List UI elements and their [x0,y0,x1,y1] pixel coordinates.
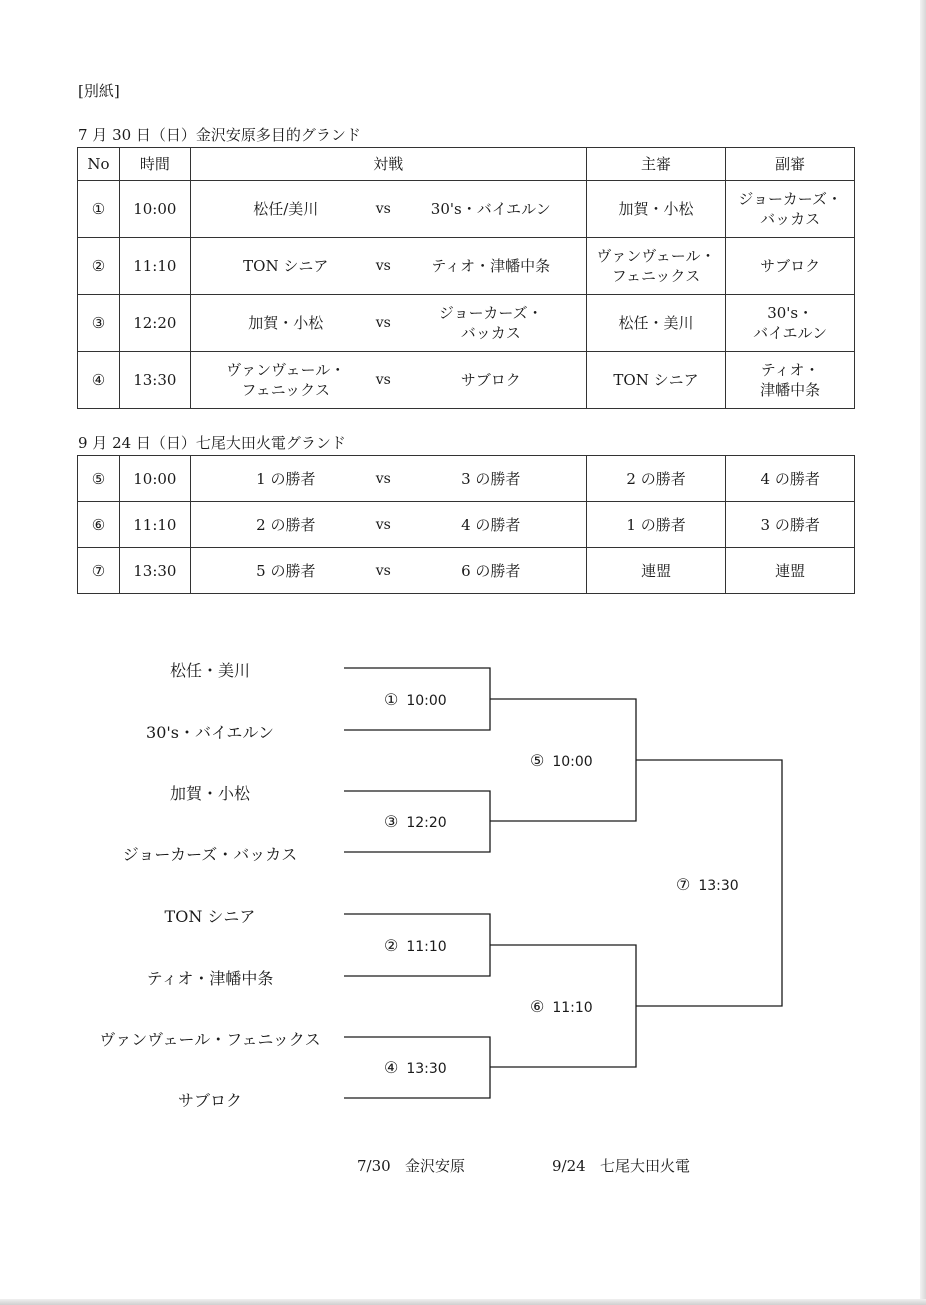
bracket-team: 30's・バイエルン [146,723,274,742]
match-no: ④ [78,352,120,409]
bracket-team: 松任・美川 [169,661,250,680]
team-b: ティオ・津幡中条 [431,257,551,275]
bracket-match-label: ① 10:00 [384,690,447,709]
chief-umpire: 1 の勝者 [586,502,726,548]
bracket-match-label: ④ 13:30 [384,1058,447,1077]
venue-date: 7/30 [357,1157,391,1175]
team-b: ジョーカーズ・ バッカス [438,304,543,342]
sub-umpire: 4 の勝者 [726,456,855,502]
bracket-match-label: ⑤ 10:00 [530,751,593,770]
team-a: 松任/美川 [253,200,319,218]
match-no: ⑦ [78,548,120,594]
bracket-team: 加賀・小松 [169,784,250,803]
match-time: 11:10 [119,502,190,548]
venue-date: 9/24 [552,1157,586,1175]
match-time: 10:00 [119,181,190,238]
team-a: ヴァンヴェール・ フェニックス [226,361,346,399]
match-no: ② [78,238,120,295]
match-no: ③ [78,295,120,352]
chief-umpire: 加賀・小松 [586,181,726,238]
sub-umpire: 3 の勝者 [726,502,855,548]
vs-label: vs [375,258,391,274]
vs-label: vs [375,372,391,388]
chief-umpire: TON シニア [586,352,726,409]
chief-umpire: 2 の勝者 [586,456,726,502]
sub-umpire: ティオ・ 津幡中条 [726,352,855,409]
match-no: ⑥ [78,502,120,548]
match-time: 12:20 [119,295,190,352]
team-b: 3 の勝者 [461,469,521,488]
col-header-match: 対戦 [190,148,586,181]
bracket-team: ティオ・津幡中条 [146,969,274,988]
vs-label: vs [375,470,391,487]
col-header-no: No [78,148,120,181]
team-a: 5 の勝者 [256,561,316,580]
team-b: サブロク [460,371,521,389]
bracket-match-label: ② 11:10 [384,936,447,955]
col-header-chief-umpire: 主審 [586,148,726,181]
team-a: 1 の勝者 [256,469,316,488]
day2-title: 9 月 24 日（日）七尾大田火電グランド [78,434,346,452]
sub-umpire: 30's・ バイエルン [726,295,855,352]
vs-label: vs [375,516,391,533]
team-b: 4 の勝者 [461,515,521,534]
vs-label: vs [375,201,391,217]
sub-umpire: ジョーカーズ・ バッカス [726,181,855,238]
bracket-team: サブロク [177,1091,242,1110]
day1-title: 7 月 30 日（日）金沢安原多目的グランド [78,126,361,144]
match-time: 10:00 [119,456,190,502]
team-a: TON シニア [243,257,329,275]
bracket-match-label: ⑥ 11:10 [530,997,593,1016]
footer-venue-2 [552,1155,690,1176]
vs-label: vs [375,562,391,579]
chief-umpire: 松任・美川 [586,295,726,352]
match-no: ⑤ [78,456,120,502]
team-a: 2 の勝者 [256,515,316,534]
team-a: 加賀・小松 [248,314,324,332]
bracket-team: ジョーカーズ・バッカス [122,845,298,864]
bracket-team: ヴァンヴェール・フェニックス [99,1030,321,1049]
bracket-match-label: ③ 12:20 [384,812,447,831]
bracket-match-label: ⑦ 13:30 [676,875,739,894]
col-header-time: 時間 [119,148,190,181]
col-header-sub-umpire: 副審 [726,148,855,181]
match-time: 13:30 [119,548,190,594]
sub-umpire: サブロク [726,238,855,295]
chief-umpire: 連盟 [586,548,726,594]
match-time: 11:10 [119,238,190,295]
match-time: 13:30 [119,352,190,409]
venue-name: 金沢安原 [405,1157,466,1175]
team-b: 30's・バイエルン [430,200,551,218]
vs-label: vs [375,315,391,331]
footer-venue-1 [357,1155,465,1176]
attachment-label: [別紙] [78,82,120,100]
match-no: ① [78,181,120,238]
chief-umpire: ヴァンヴェール・ フェニックス [586,238,726,295]
sub-umpire: 連盟 [726,548,855,594]
bracket-team: TON シニア [164,907,256,926]
team-b: 6 の勝者 [461,561,521,580]
venue-name: 七尾大田火電 [600,1157,691,1175]
